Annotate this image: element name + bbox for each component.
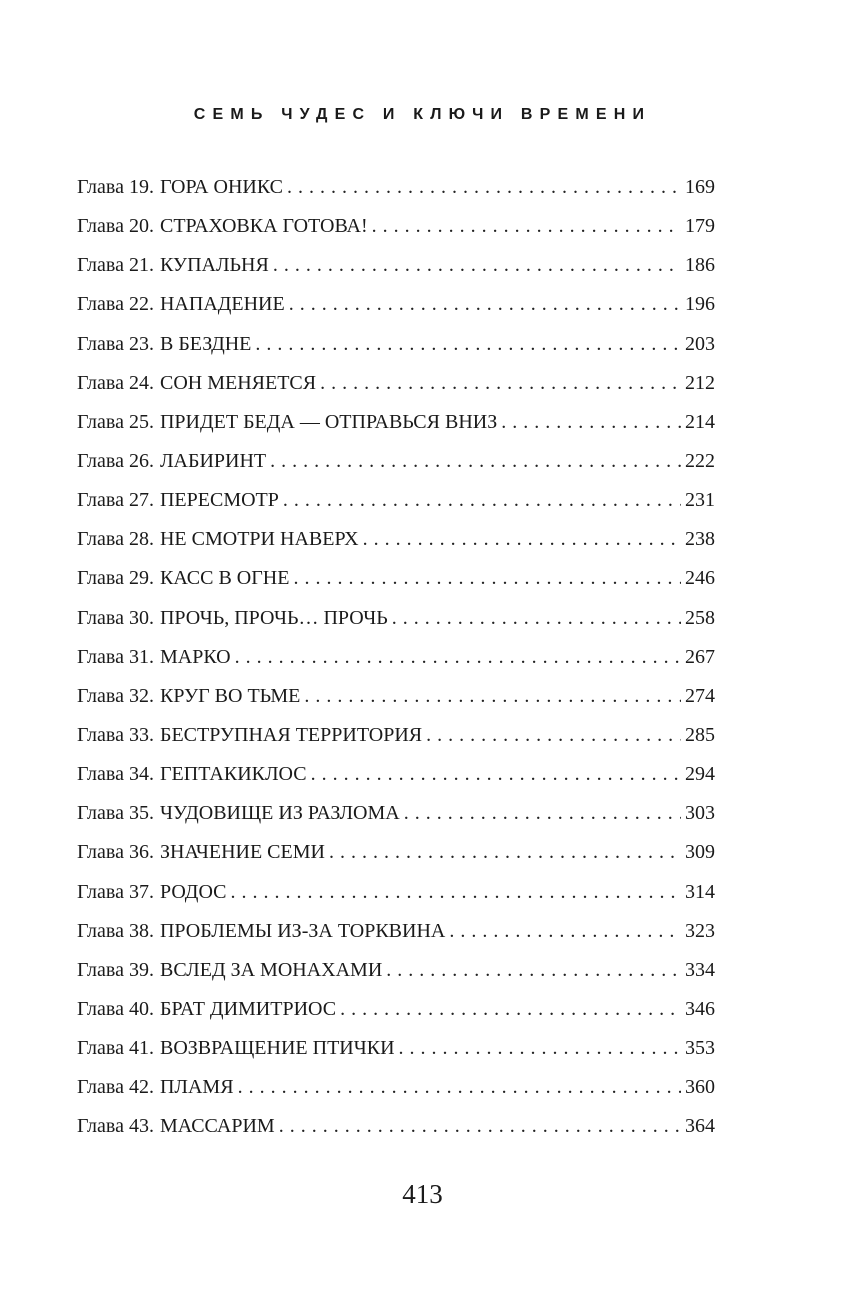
chapter-title: НЕ СМОТРИ НАВЕРХ	[159, 528, 359, 551]
chapter-label: Глава 30.	[77, 606, 154, 629]
toc-entry	[77, 1029, 715, 1068]
chapter-page-number: 203	[685, 332, 715, 355]
chapter-label: Глава 40.	[77, 997, 154, 1020]
chapter-label: Глава 31.	[77, 645, 154, 668]
chapter-title: МАРКО	[159, 645, 231, 668]
toc-entry	[77, 285, 715, 324]
toc-entry	[77, 638, 715, 677]
chapter-title: ВОЗВРАЩЕНИЕ ПТИЧКИ	[159, 1037, 395, 1060]
toc-entry	[77, 951, 715, 990]
dot-leader	[279, 1107, 681, 1146]
dot-leader	[311, 755, 681, 794]
toc-entry	[77, 912, 715, 951]
chapter-title: В БЕЗДНЕ	[159, 332, 252, 355]
dot-leader	[235, 638, 681, 677]
chapter-title: ЛАБИРИНТ	[159, 449, 267, 472]
toc-entry	[77, 833, 715, 872]
chapter-title: СТРАХОВКА ГОТОВА!	[159, 215, 368, 238]
chapter-title: ЗНАЧЕНИЕ СЕМИ	[159, 841, 325, 864]
dot-leader	[255, 325, 681, 364]
toc-entry	[77, 677, 715, 716]
toc-entry	[77, 716, 715, 755]
chapter-page-number: 309	[685, 841, 715, 864]
toc-entry	[77, 325, 715, 364]
chapter-page-number: 303	[685, 802, 715, 825]
chapter-title: НАПАДЕНИЕ	[159, 293, 285, 316]
chapter-label: Глава 39.	[77, 958, 154, 981]
dot-leader	[329, 833, 681, 872]
chapter-title: ЧУДОВИЩЕ ИЗ РАЗЛОМА	[159, 802, 400, 825]
dot-leader	[404, 794, 681, 833]
chapter-page-number: 285	[685, 723, 715, 746]
chapter-label: Глава 41.	[77, 1037, 154, 1060]
chapter-page-number: 274	[685, 684, 715, 707]
dot-leader	[270, 442, 681, 481]
chapter-title: КАСС В ОГНЕ	[159, 567, 290, 590]
chapter-title: МАССАРИМ	[159, 1115, 275, 1138]
running-title: СЕМЬ ЧУДЕС И КЛЮЧИ ВРЕМЕНИ	[193, 106, 652, 123]
chapter-page-number: 246	[685, 567, 715, 590]
toc-entry	[77, 442, 715, 481]
chapter-title: БЕСТРУПНАЯ ТЕРРИТОРИЯ	[159, 723, 423, 746]
toc-entry	[77, 246, 715, 285]
chapter-title: КУПАЛЬНЯ	[159, 254, 269, 277]
chapter-label: Глава 27.	[77, 489, 154, 512]
toc-entry	[77, 1068, 715, 1107]
toc-entry	[77, 364, 715, 403]
dot-leader	[386, 951, 681, 990]
chapter-label: Глава 38.	[77, 919, 154, 942]
dot-leader	[273, 246, 681, 285]
toc-entry	[77, 559, 715, 598]
toc-entry	[77, 990, 715, 1029]
toc-entry	[77, 873, 715, 912]
chapter-title: ГОРА ОНИКС	[159, 176, 284, 198]
toc-entry	[77, 481, 715, 520]
chapter-title: ПРОБЛЕМЫ ИЗ-ЗА ТОРКВИНА	[159, 919, 446, 942]
chapter-title: ПЛАМЯ	[159, 1076, 234, 1099]
chapter-page-number: 212	[685, 371, 715, 394]
chapter-label: Глава 26.	[77, 449, 154, 472]
chapter-page-number: 334	[685, 958, 715, 981]
chapter-title: РОДОС	[159, 880, 227, 903]
chapter-page-number: 179	[685, 215, 715, 238]
chapter-label: Глава 19.	[77, 176, 154, 198]
toc-entry	[77, 168, 715, 207]
chapter-page-number: 360	[685, 1076, 715, 1099]
toc-entry	[77, 520, 715, 559]
dot-leader	[501, 403, 681, 442]
dot-leader	[320, 364, 681, 403]
dot-leader	[340, 990, 681, 1029]
dot-leader	[238, 1068, 681, 1107]
chapter-page-number: 294	[685, 763, 715, 786]
chapter-page-number: 314	[685, 880, 715, 903]
chapter-label: Глава 37.	[77, 880, 154, 903]
dot-leader	[287, 168, 681, 207]
chapter-label: Глава 34.	[77, 763, 154, 786]
toc-entry	[77, 1107, 715, 1146]
chapter-label: Глава 22.	[77, 293, 154, 316]
dot-leader	[392, 599, 681, 638]
toc-entry	[77, 794, 715, 833]
dot-leader	[230, 873, 681, 912]
toc-entry	[77, 755, 715, 794]
dot-leader	[289, 285, 681, 324]
chapter-page-number: 353	[685, 1037, 715, 1060]
dot-leader	[426, 716, 681, 755]
chapter-page-number: 364	[685, 1115, 715, 1138]
chapter-title: ПРОЧЬ, ПРОЧЬ… ПРОЧЬ	[159, 606, 388, 629]
dot-leader	[449, 912, 681, 951]
dot-leader	[293, 559, 681, 598]
chapter-page-number: 231	[685, 489, 715, 512]
toc-entry	[77, 207, 715, 246]
chapter-title: ПРИДЕТ БЕДА — ОТПРАВЬСЯ ВНИЗ	[159, 410, 498, 433]
chapter-page-number: 186	[685, 254, 715, 277]
chapter-title: ГЕПТАКИКЛОС	[159, 763, 307, 786]
dot-leader	[399, 1029, 681, 1068]
chapter-label: Глава 33.	[77, 723, 154, 746]
chapter-page-number: 214	[685, 410, 715, 433]
chapter-label: Глава 28.	[77, 528, 154, 551]
chapter-label: Глава 36.	[77, 841, 154, 864]
chapter-label: Глава 23.	[77, 332, 154, 355]
chapter-label: Глава 29.	[77, 567, 154, 590]
chapter-page-number: 267	[685, 645, 715, 668]
chapter-page-number: 323	[685, 919, 715, 942]
chapter-label: Глава 32.	[77, 684, 154, 707]
chapter-label: Глава 35.	[77, 802, 154, 825]
chapter-page-number: 222	[685, 449, 715, 472]
chapter-title: ПЕРЕСМОТР	[159, 489, 279, 512]
chapter-page-number: 169	[685, 176, 715, 198]
dot-leader	[304, 677, 681, 716]
dot-leader	[363, 520, 681, 559]
toc-entry	[77, 403, 715, 442]
chapter-label: Глава 43.	[77, 1115, 154, 1138]
table-of-contents	[77, 168, 715, 1147]
chapter-page-number: 258	[685, 606, 715, 629]
dot-leader	[283, 481, 681, 520]
chapter-page-number: 196	[685, 293, 715, 316]
toc-entry	[77, 599, 715, 638]
chapter-label: Глава 21.	[77, 254, 154, 277]
dot-leader	[372, 207, 681, 246]
chapter-label: Глава 25.	[77, 410, 154, 433]
chapter-title: КРУГ ВО ТЬМЕ	[159, 684, 301, 707]
chapter-title: ВСЛЕД ЗА МОНАХАМИ	[159, 958, 383, 981]
page-number: 413	[402, 1179, 443, 1209]
chapter-title: СОН МЕНЯЕТСЯ	[159, 371, 317, 394]
chapter-page-number: 346	[685, 997, 715, 1020]
chapter-label: Глава 20.	[77, 215, 154, 238]
chapter-label: Глава 24.	[77, 371, 154, 394]
chapter-label: Глава 42.	[77, 1076, 154, 1099]
chapter-title: БРАТ ДИМИТРИОС	[159, 997, 337, 1020]
chapter-page-number: 238	[685, 528, 715, 551]
